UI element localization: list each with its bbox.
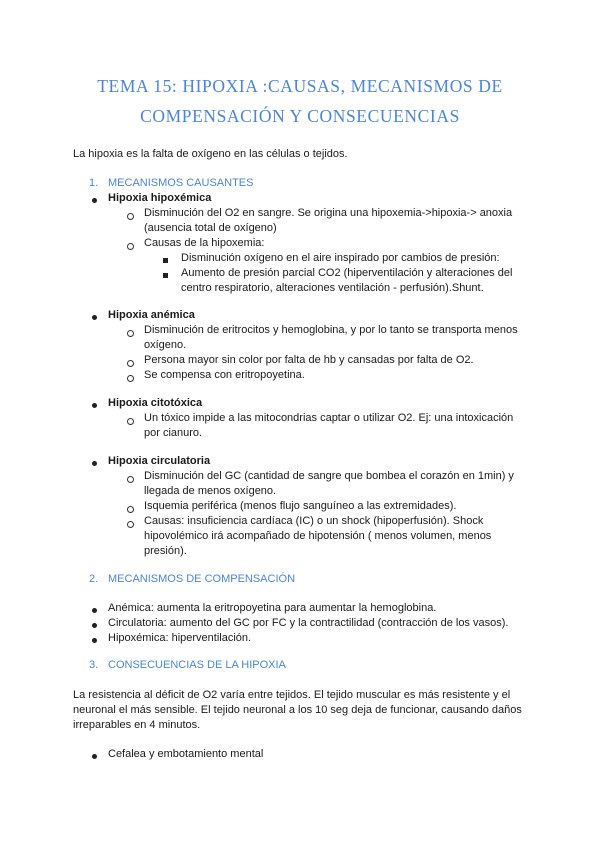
anemica-item-1-line-2: oxígeno. — [144, 339, 187, 351]
anemica-item-3: Se compensa con eritropoyetina. — [144, 369, 305, 381]
bullet-circle-icon — [127, 521, 134, 528]
bullet-dot-icon — [92, 754, 97, 759]
bullet-dot-icon — [92, 623, 97, 628]
hipoxemica-item-2: Causas de la hipoxemia: — [144, 237, 265, 249]
bullet-dot-icon — [92, 403, 97, 408]
anemica-item-2: Persona mayor sin color por falta de hb y cansadas por falta de O2. — [144, 354, 474, 366]
bullet-dot-icon — [92, 638, 97, 643]
bullet-circle-icon — [127, 375, 134, 382]
bullet-circle-icon — [127, 330, 134, 337]
bullet-circle-icon — [127, 418, 134, 425]
bullet-dot-icon — [92, 315, 97, 320]
bullet-circle-icon — [127, 476, 134, 483]
compensacion-item-3: Hipoxémica: hiperventilación. — [108, 632, 252, 644]
section-3-heading: CONSECUENCIAS DE LA HIPOXIA — [108, 659, 286, 671]
anemica-label: Hipoxia anémica — [108, 309, 195, 321]
circulatoria-item-1-line-1: Disminución del GC (cantidad de sangre que bombea el corazón en 1min) y — [144, 470, 514, 482]
bullet-dot-icon — [92, 461, 97, 466]
circulatoria-item-1-line-2: llegada de menos oxígeno. — [144, 485, 277, 497]
title-line-2: COMPENSACIÓN Y CONSECUENCIAS — [140, 106, 460, 126]
section-1-heading: MECANISMOS CAUSANTES — [108, 177, 254, 189]
circulatoria-item-2: Isquemia periférica (menos flujo sanguíneo a las extremidades). — [144, 500, 457, 512]
compensacion-item-1: Anémica: aumenta la eritropoyetina para aumentar la hemoglobina. — [108, 602, 437, 614]
consecuencias-para-line-2: neuronal el más sensible. El tejido neuronal a los 10 seg deja de funcionar, causando daños — [73, 704, 522, 716]
consecuencias-para-line-3: irreparables en 4 minutos. — [73, 719, 201, 731]
bullet-dot-icon — [92, 608, 97, 613]
intro-text: La hipoxia es la falta de oxígeno en las células o tejidos. — [73, 148, 348, 160]
circulatoria-item-3-line-2: hipovolémico irá acompañado de hipotensión ( menos volumen, menos — [144, 530, 492, 542]
bullet-square-icon — [163, 258, 168, 263]
consecuencias-para-line-1: La resistencia al déficit de O2 varía entre tejidos. El tejido muscular es más resistente y el — [73, 689, 511, 701]
section-3-number: 3. — [89, 659, 99, 671]
hipoxemica-item-1-line-2: (ausencia total de oxígeno) — [144, 222, 277, 234]
circulatoria-item-3-line-3: presión). — [144, 545, 187, 557]
hipoxemica-item-1-line-1: Disminución del O2 en sangre. Se origina una hipoxemia->hipoxia-> anoxia — [144, 207, 513, 219]
circulatoria-label: Hipoxia circulatoria — [108, 455, 211, 467]
hipoxemica-sub-1: Disminución oxígeno en el aire inspirado por cambios de presión: — [181, 252, 500, 264]
bullet-circle-icon — [127, 243, 134, 250]
section-2-number: 2. — [89, 573, 99, 585]
anemica-item-1-line-1: Disminución de eritrocitos y hemoglobina, y por lo tanto se transporta menos — [144, 324, 518, 336]
citotoxica-item-1-line-1: Un tóxico impide a las mitocondrias captar o utilizar O2. Ej: una intoxicación — [144, 412, 514, 424]
hipoxemica-sub-2-line-1: Aumento de presión parcial CO2 (hiperventilación y alteraciones del — [181, 267, 513, 279]
section-1-number: 1. — [89, 177, 99, 189]
bullet-circle-icon — [127, 213, 134, 220]
hipoxemica-sub-2-line-2: centro respiratorio, alteraciones ventilación - perfusión).Shunt. — [181, 282, 484, 294]
compensacion-item-2: Circulatoria: aumento del GC por FC y la contractilidad (contracción de los vasos). — [108, 617, 509, 629]
circulatoria-item-3-line-1: Causas: insuficiencia cardíaca (IC) o un shock (hipoperfusión). Shock — [144, 515, 484, 527]
section-2-heading: MECANISMOS DE COMPENSACIÓN — [108, 573, 296, 585]
citotoxica-label: Hipoxia citotóxica — [108, 397, 203, 409]
bullet-circle-icon — [127, 506, 134, 513]
consecuencias-item-1: Cefalea y embotamiento mental — [108, 748, 264, 760]
bullet-square-icon — [163, 273, 168, 278]
citotoxica-item-1-line-2: por cianuro. — [144, 427, 203, 439]
title-line-1: TEMA 15: HIPOXIA :CAUSAS, MECANISMOS DE — [97, 76, 503, 96]
bullet-circle-icon — [127, 360, 134, 367]
bullet-dot-icon — [92, 198, 97, 203]
hipoxemica-label: Hipoxia hipoxémica — [108, 192, 212, 204]
